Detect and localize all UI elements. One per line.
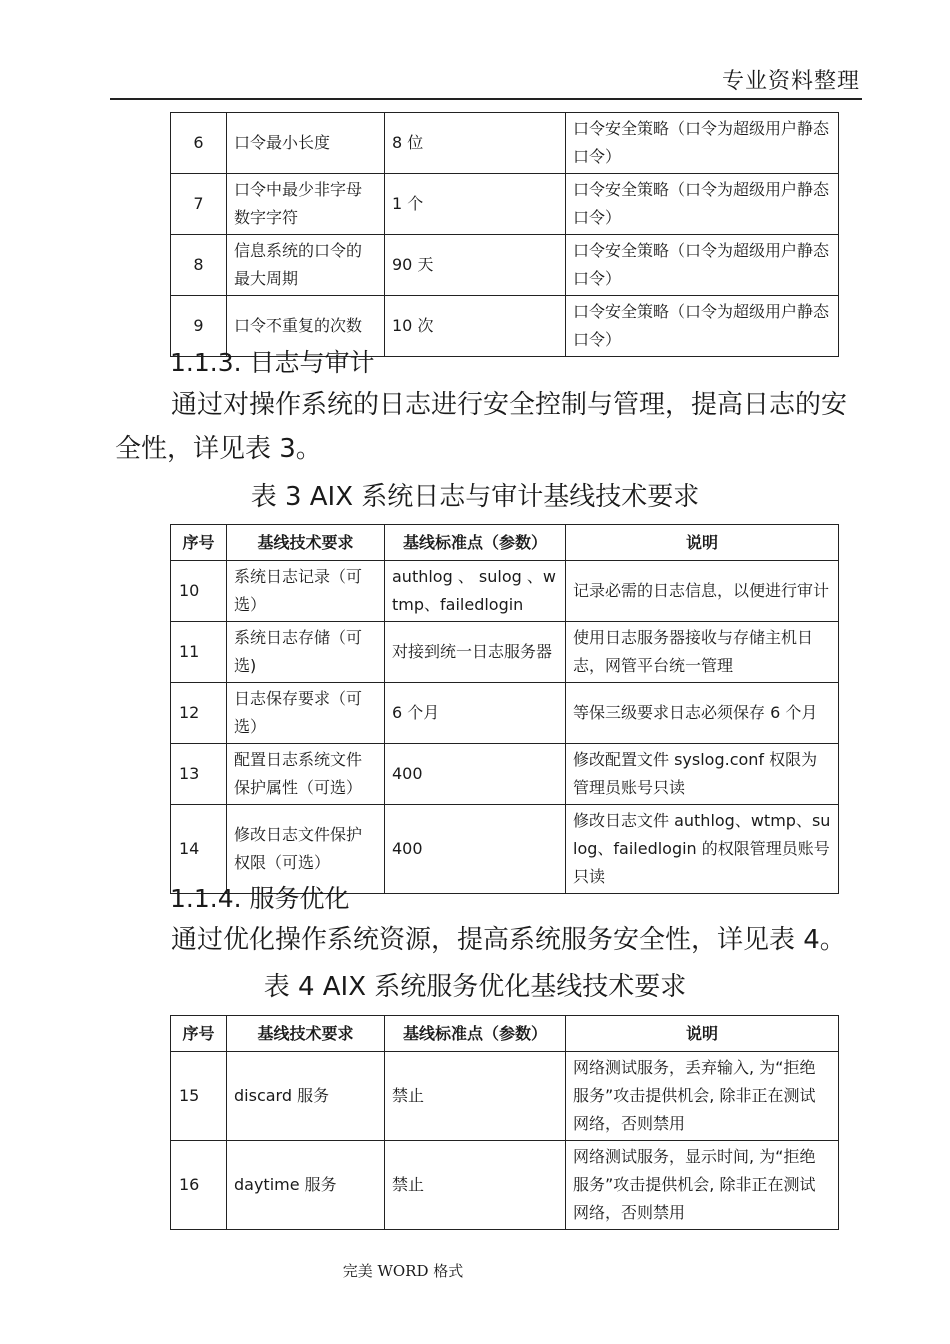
note-cell: 网络测试服务，显示时间, 为“拒绝服务”攻击提供机会, 除非正在测试网络，否则禁用 bbox=[566, 1141, 839, 1230]
section-paragraph-log-audit: 通过对操作系统的日志进行安全控制与管理，提高日志的安全性，详见表 3。 bbox=[115, 390, 848, 464]
note-cell: 口令安全策略（口令为超级用户静态口令） bbox=[566, 296, 839, 357]
row-number: 8 bbox=[171, 235, 227, 296]
service-optimization-table bbox=[170, 1015, 839, 1230]
requirement-cell: daytime 服务 bbox=[227, 1141, 385, 1230]
row-number: 10 bbox=[171, 561, 227, 622]
table-caption-3: 表 3 AIX 系统日志与审计基线技术要求 bbox=[250, 482, 700, 512]
standard-cell: 400 bbox=[385, 805, 566, 894]
requirement-cell: 口令中最少非字母数字字符 bbox=[227, 174, 385, 235]
column-header: 说明 bbox=[566, 525, 839, 561]
requirement-cell: discard 服务 bbox=[227, 1052, 385, 1141]
standard-cell: 10 次 bbox=[385, 296, 566, 357]
note-cell: 修改配置文件 syslog.conf 权限为管理员账号只读 bbox=[566, 744, 839, 805]
note-cell: 使用日志服务器接收与存储主机日志，网管平台统一管理 bbox=[566, 622, 839, 683]
standard-cell: authlog 、 sulog 、wtmp、failedlogin bbox=[385, 561, 566, 622]
log-audit-table bbox=[170, 524, 839, 894]
table-header-row bbox=[171, 1016, 839, 1052]
requirement-cell: 口令不重复的次数 bbox=[227, 296, 385, 357]
note-cell: 口令安全策略（口令为超级用户静态口令） bbox=[566, 113, 839, 174]
requirement-cell: 系统日志存储（可选) bbox=[227, 622, 385, 683]
column-header: 基线标准点（参数） bbox=[385, 1016, 566, 1052]
standard-cell: 6 个月 bbox=[385, 683, 566, 744]
table-caption-4: 表 4 AIX 系统服务优化基线技术要求 bbox=[263, 972, 687, 1002]
note-cell: 修改日志文件 authlog、wtmp、sulog、failedlogin 的权限管理员账号只读 bbox=[566, 805, 839, 894]
table-row bbox=[171, 1052, 839, 1141]
table-row bbox=[171, 744, 839, 805]
row-number: 12 bbox=[171, 683, 227, 744]
column-header: 说明 bbox=[566, 1016, 839, 1052]
row-number: 15 bbox=[171, 1052, 227, 1141]
column-header: 基线标准点（参数） bbox=[385, 525, 566, 561]
table-row bbox=[171, 113, 839, 174]
row-number: 6 bbox=[171, 113, 227, 174]
row-number: 7 bbox=[171, 174, 227, 235]
table-header-row bbox=[171, 525, 839, 561]
requirement-cell: 信息系统的口令的最大周期 bbox=[227, 235, 385, 296]
table-row bbox=[171, 622, 839, 683]
column-header: 序号 bbox=[171, 1016, 227, 1052]
requirement-cell: 口令最小长度 bbox=[227, 113, 385, 174]
standard-cell: 对接到统一日志服务器 bbox=[385, 622, 566, 683]
table-row bbox=[171, 174, 839, 235]
password-policy-table bbox=[170, 112, 839, 357]
standard-cell: 8 位 bbox=[385, 113, 566, 174]
table-row bbox=[171, 235, 839, 296]
section-paragraph-service-optimization: 通过优化操作系统资源，提高系统服务安全性，详见表 4。 bbox=[171, 925, 846, 955]
note-cell: 等保三级要求日志必须保存 6 个月 bbox=[566, 683, 839, 744]
note-cell: 口令安全策略（口令为超级用户静态口令） bbox=[566, 235, 839, 296]
row-number: 14 bbox=[171, 805, 227, 894]
column-header: 基线技术要求 bbox=[227, 1016, 385, 1052]
note-cell: 记录必需的日志信息，以便进行审计 bbox=[566, 561, 839, 622]
section-heading-log-audit: 1.1.3. 日志与审计 bbox=[170, 348, 375, 377]
section-heading-service-optimization: 1.1.4. 服务优化 bbox=[170, 884, 350, 913]
table-row bbox=[171, 683, 839, 744]
table-row bbox=[171, 561, 839, 622]
requirement-cell: 修改日志文件保护权限（可选） bbox=[227, 805, 385, 894]
column-header: 基线技术要求 bbox=[227, 525, 385, 561]
standard-cell: 400 bbox=[385, 744, 566, 805]
row-number: 9 bbox=[171, 296, 227, 357]
standard-cell: 90 天 bbox=[385, 235, 566, 296]
requirement-cell: 系统日志记录（可选） bbox=[227, 561, 385, 622]
note-cell: 口令安全策略（口令为超级用户静态口令） bbox=[566, 174, 839, 235]
header-rule bbox=[110, 98, 862, 100]
requirement-cell: 配置日志系统文件保护属性（可选） bbox=[227, 744, 385, 805]
row-number: 13 bbox=[171, 744, 227, 805]
standard-cell: 1 个 bbox=[385, 174, 566, 235]
page-footer: 完美 WORD 格式 bbox=[342, 1262, 464, 1280]
standard-cell: 禁止 bbox=[385, 1052, 566, 1141]
requirement-cell: 日志保存要求（可选） bbox=[227, 683, 385, 744]
row-number: 16 bbox=[171, 1141, 227, 1230]
page-header-title: 专业资料整理 bbox=[721, 69, 860, 94]
note-cell: 网络测试服务，丢弃输入, 为“拒绝服务”攻击提供机会, 除非正在测试网络，否则禁用 bbox=[566, 1052, 839, 1141]
table-row bbox=[171, 1141, 839, 1230]
row-number: 11 bbox=[171, 622, 227, 683]
standard-cell: 禁止 bbox=[385, 1141, 566, 1230]
column-header: 序号 bbox=[171, 525, 227, 561]
